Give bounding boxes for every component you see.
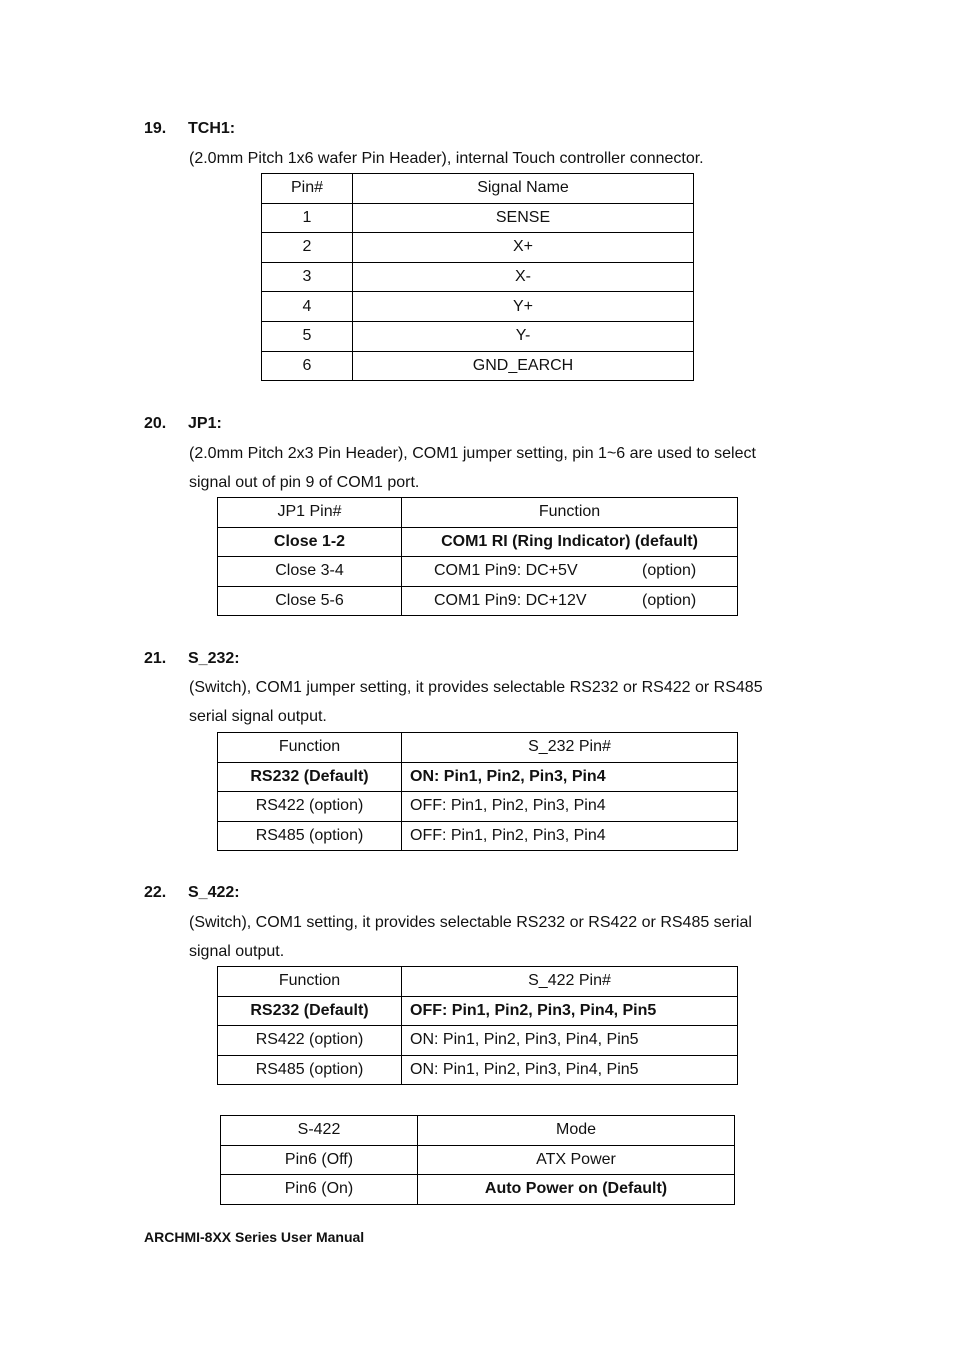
pin-cell: OFF: Pin1, Pin2, Pin3, Pin4, Pin5 — [402, 996, 738, 1026]
table-header-row — [262, 174, 694, 204]
function-cell — [402, 557, 738, 587]
table-row — [218, 586, 738, 616]
description-line: (2.0mm Pitch 2x3 Pin Header), COM1 jumper setting, pin 1~6 are used to select — [189, 445, 756, 462]
mode-cell-default: Auto Power on (Default) — [418, 1175, 735, 1205]
header-cell: Mode — [418, 1116, 735, 1146]
section-20-heading — [144, 415, 222, 433]
pin-cell: ON: Pin1, Pin2, Pin3, Pin4 — [402, 762, 738, 792]
table-row — [218, 792, 738, 822]
header-cell: Function — [218, 733, 402, 763]
section-19-description — [189, 144, 704, 173]
section-21-description — [189, 673, 763, 731]
pin-cell: Close 3-4 — [218, 557, 402, 587]
tch1-pin-table — [261, 173, 694, 381]
section-number: 22. — [144, 884, 167, 901]
signal-cell: Y- — [353, 321, 694, 351]
header-cell: Signal Name — [353, 174, 694, 204]
description-line: signal out of pin 9 of COM1 port. — [189, 474, 420, 491]
signal-cell: GND_EARCH — [353, 351, 694, 381]
s232-table — [217, 732, 738, 851]
signal-cell: SENSE — [353, 203, 694, 233]
function-cell: RS422 (option) — [218, 792, 402, 822]
signal-cell: X- — [353, 262, 694, 292]
option-text: (option) — [642, 562, 697, 580]
description-line: (2.0mm Pitch 1x6 wafer Pin Header), internal Touch controller connector. — [189, 150, 704, 167]
function-cell: RS232 (Default) — [218, 996, 402, 1026]
function-cell: RS485 (option) — [218, 821, 402, 851]
pin-cell: 4 — [262, 292, 353, 322]
pin-cell: ON: Pin1, Pin2, Pin3, Pin4, Pin5 — [402, 1026, 738, 1056]
signal-cell: Y+ — [353, 292, 694, 322]
s422-table — [217, 966, 738, 1085]
table-row — [262, 292, 694, 322]
table-row — [262, 233, 694, 263]
pin-cell: 6 — [262, 351, 353, 381]
header-cell: S_422 Pin# — [402, 967, 738, 997]
section-number: 21. — [144, 650, 167, 667]
table-row — [218, 1055, 738, 1085]
table-row-default — [218, 996, 738, 1026]
section-title: TCH1: — [188, 120, 236, 137]
section-number: 20. — [144, 415, 167, 432]
table-row — [262, 203, 694, 233]
pin-cell: Pin6 (On) — [221, 1175, 418, 1205]
function-cell: COM1 RI (Ring Indicator) (default) — [402, 527, 738, 557]
table-row — [218, 557, 738, 587]
table-row-default — [218, 762, 738, 792]
header-cell: S_232 Pin# — [402, 733, 738, 763]
function-cell — [402, 586, 738, 616]
pin-cell: Close 1-2 — [218, 527, 402, 557]
section-22-description — [189, 908, 752, 966]
section-title: JP1: — [188, 415, 222, 432]
function-cell: RS485 (option) — [218, 1055, 402, 1085]
header-cell: Function — [218, 967, 402, 997]
description-line: serial signal output. — [189, 708, 327, 725]
header-cell: Pin# — [262, 174, 353, 204]
function-text: COM1 Pin9: DC+12V — [434, 592, 587, 610]
pin-cell: 5 — [262, 321, 353, 351]
pin-cell: 1 — [262, 203, 353, 233]
section-number: 19. — [144, 120, 167, 137]
table-row — [262, 321, 694, 351]
table-header-row — [218, 967, 738, 997]
pin-cell: 3 — [262, 262, 353, 292]
section-21-heading — [144, 650, 240, 668]
jp1-table — [217, 497, 738, 616]
section-title: S_422: — [188, 884, 240, 901]
description-line: (Switch), COM1 jumper setting, it provides selectable RS232 or RS422 or RS485 — [189, 679, 763, 696]
pin-cell: OFF: Pin1, Pin2, Pin3, Pin4 — [402, 821, 738, 851]
table-header-row — [218, 498, 738, 528]
table-row — [221, 1145, 735, 1175]
section-19-heading — [144, 120, 235, 138]
signal-cell: X+ — [353, 233, 694, 263]
header-cell: Function — [402, 498, 738, 528]
pin-cell: Pin6 (Off) — [221, 1145, 418, 1175]
option-text: (option) — [642, 592, 697, 610]
section-title: S_232: — [188, 650, 240, 667]
table-row — [218, 1026, 738, 1056]
table-row — [221, 1175, 735, 1205]
page-footer: ARCHMI-8XX Series User Manual — [144, 1229, 365, 1245]
section-20-description — [189, 439, 756, 497]
table-row-default — [218, 527, 738, 557]
table-row — [262, 351, 694, 381]
table-header-row — [218, 733, 738, 763]
mode-cell: ATX Power — [418, 1145, 735, 1175]
pin-cell: ON: Pin1, Pin2, Pin3, Pin4, Pin5 — [402, 1055, 738, 1085]
section-22-heading — [144, 884, 240, 902]
function-cell: RS422 (option) — [218, 1026, 402, 1056]
table-row — [218, 821, 738, 851]
table-row — [262, 262, 694, 292]
s422-mode-table — [220, 1115, 735, 1205]
header-cell: S-422 — [221, 1116, 418, 1146]
function-cell: RS232 (Default) — [218, 762, 402, 792]
pin-cell: Close 5-6 — [218, 586, 402, 616]
description-line: signal output. — [189, 943, 285, 960]
function-text: COM1 Pin9: DC+5V — [434, 562, 578, 580]
table-header-row — [221, 1116, 735, 1146]
header-cell: JP1 Pin# — [218, 498, 402, 528]
pin-cell: OFF: Pin1, Pin2, Pin3, Pin4 — [402, 792, 738, 822]
pin-cell: 2 — [262, 233, 353, 263]
description-line: (Switch), COM1 setting, it provides selectable RS232 or RS422 or RS485 serial — [189, 914, 752, 931]
